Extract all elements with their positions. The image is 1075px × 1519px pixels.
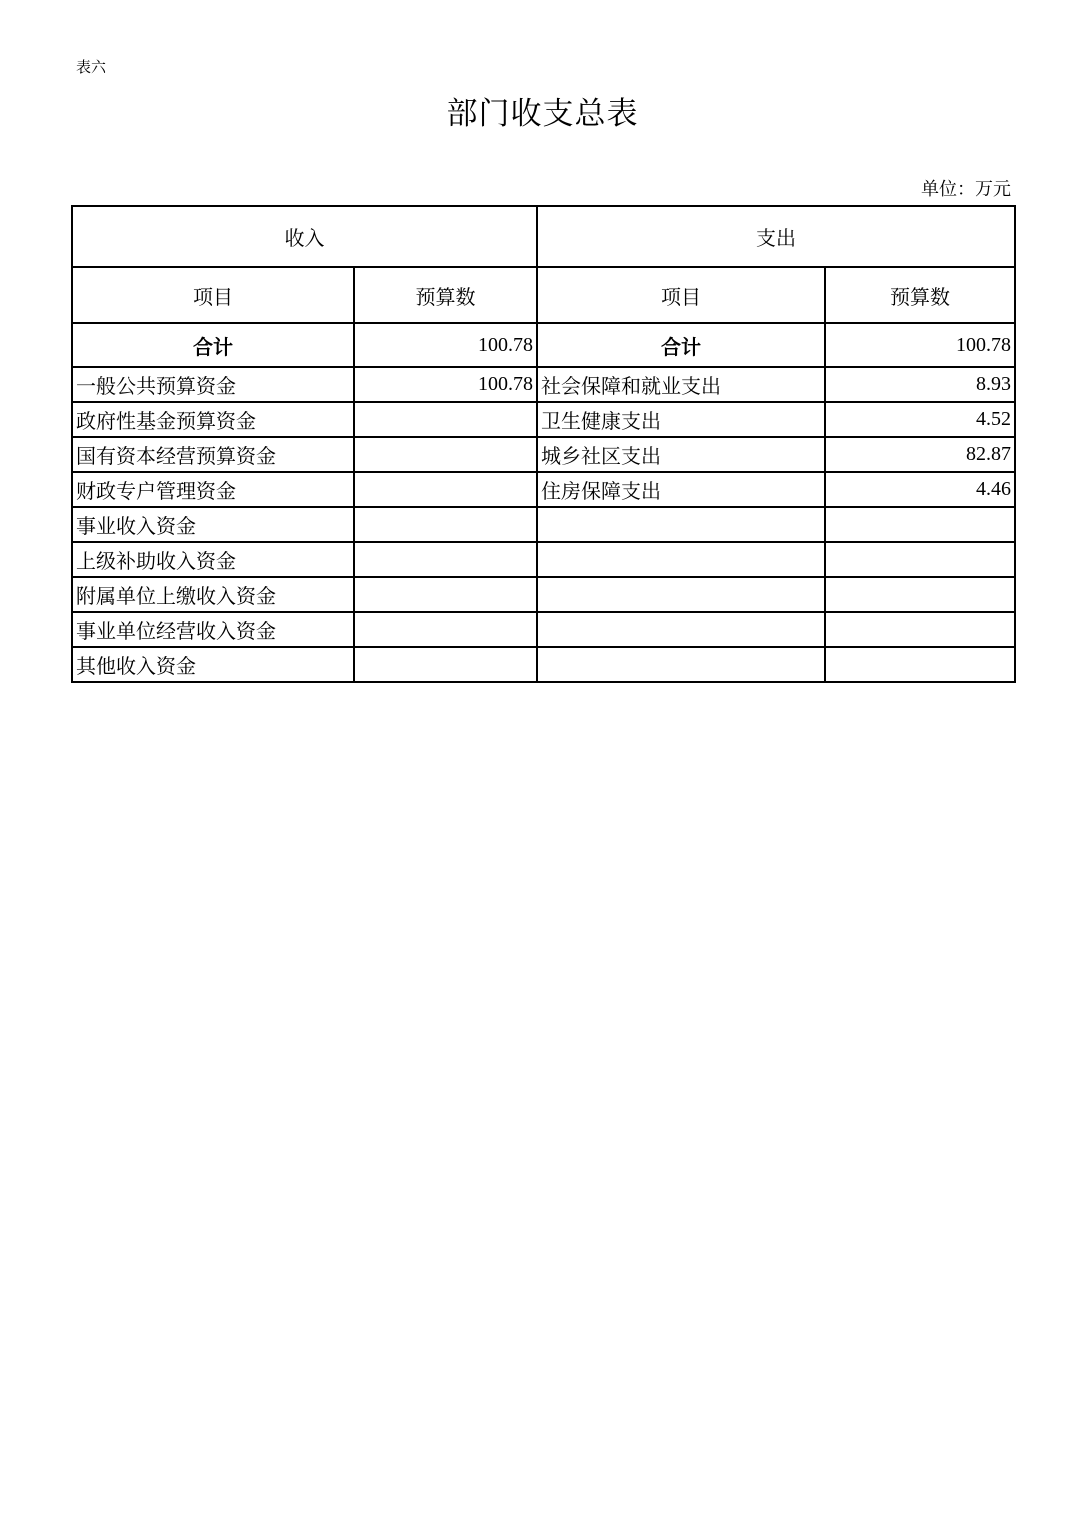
table-row xyxy=(72,367,1015,402)
expense-value-cell: 82.87 xyxy=(825,437,1015,472)
income-item-cell: 事业收入资金 xyxy=(72,507,354,542)
income-item-cell: 政府性基金预算资金 xyxy=(72,402,354,437)
income-value-cell xyxy=(354,507,537,542)
expense-item-header: 项目 xyxy=(537,267,825,323)
income-value-cell xyxy=(354,612,537,647)
expense-value-cell: 8.93 xyxy=(825,367,1015,402)
table-row xyxy=(72,472,1015,507)
expense-value-cell xyxy=(825,647,1015,682)
income-item-cell: 其他收入资金 xyxy=(72,647,354,682)
income-total-label: 合计 xyxy=(72,323,354,367)
expense-value-cell xyxy=(825,612,1015,647)
table-row xyxy=(72,577,1015,612)
income-value-cell xyxy=(354,437,537,472)
expense-item-cell xyxy=(537,577,825,612)
expense-section-header: 支出 xyxy=(537,206,1015,267)
income-value-cell xyxy=(354,402,537,437)
expense-value-cell xyxy=(825,577,1015,612)
income-item-cell: 附属单位上缴收入资金 xyxy=(72,577,354,612)
column-header-row xyxy=(72,267,1015,323)
income-budget-header: 预算数 xyxy=(354,267,537,323)
income-value-cell xyxy=(354,472,537,507)
expense-item-cell xyxy=(537,647,825,682)
income-item-header: 项目 xyxy=(72,267,354,323)
page-title: 部门收支总表 xyxy=(446,96,639,132)
income-value-cell xyxy=(354,647,537,682)
income-value-cell xyxy=(354,577,537,612)
income-item-cell: 上级补助收入资金 xyxy=(72,542,354,577)
table-row xyxy=(72,437,1015,472)
unit-label: 单位：万元 xyxy=(921,179,1011,200)
expense-value-cell: 4.46 xyxy=(825,472,1015,507)
section-header-row xyxy=(72,206,1015,267)
expense-item-cell: 社会保障和就业支出 xyxy=(537,367,825,402)
expense-value-cell xyxy=(825,542,1015,577)
expense-total-value: 100.78 xyxy=(825,323,1015,367)
income-value-cell xyxy=(354,542,537,577)
expense-item-cell xyxy=(537,542,825,577)
expense-item-cell: 卫生健康支出 xyxy=(537,402,825,437)
income-item-cell: 事业单位经营收入资金 xyxy=(72,612,354,647)
expense-budget-header: 预算数 xyxy=(825,267,1015,323)
expense-total-label: 合计 xyxy=(537,323,825,367)
income-total-value: 100.78 xyxy=(354,323,537,367)
expense-item-cell: 住房保障支出 xyxy=(537,472,825,507)
expense-value-cell: 4.52 xyxy=(825,402,1015,437)
table-row xyxy=(72,402,1015,437)
expense-item-cell xyxy=(537,612,825,647)
table-row xyxy=(72,542,1015,577)
budget-summary-table xyxy=(71,205,1016,683)
income-item-cell: 一般公共预算资金 xyxy=(72,367,354,402)
expense-value-cell xyxy=(825,507,1015,542)
table-label: 表六 xyxy=(76,58,107,76)
income-section-header: 收入 xyxy=(72,206,537,267)
expense-item-cell: 城乡社区支出 xyxy=(537,437,825,472)
total-row xyxy=(72,323,1015,367)
income-item-cell: 财政专户管理资金 xyxy=(72,472,354,507)
table-row xyxy=(72,507,1015,542)
income-item-cell: 国有资本经营预算资金 xyxy=(72,437,354,472)
table-row xyxy=(72,647,1015,682)
table-row xyxy=(72,612,1015,647)
income-value-cell: 100.78 xyxy=(354,367,537,402)
expense-item-cell xyxy=(537,507,825,542)
